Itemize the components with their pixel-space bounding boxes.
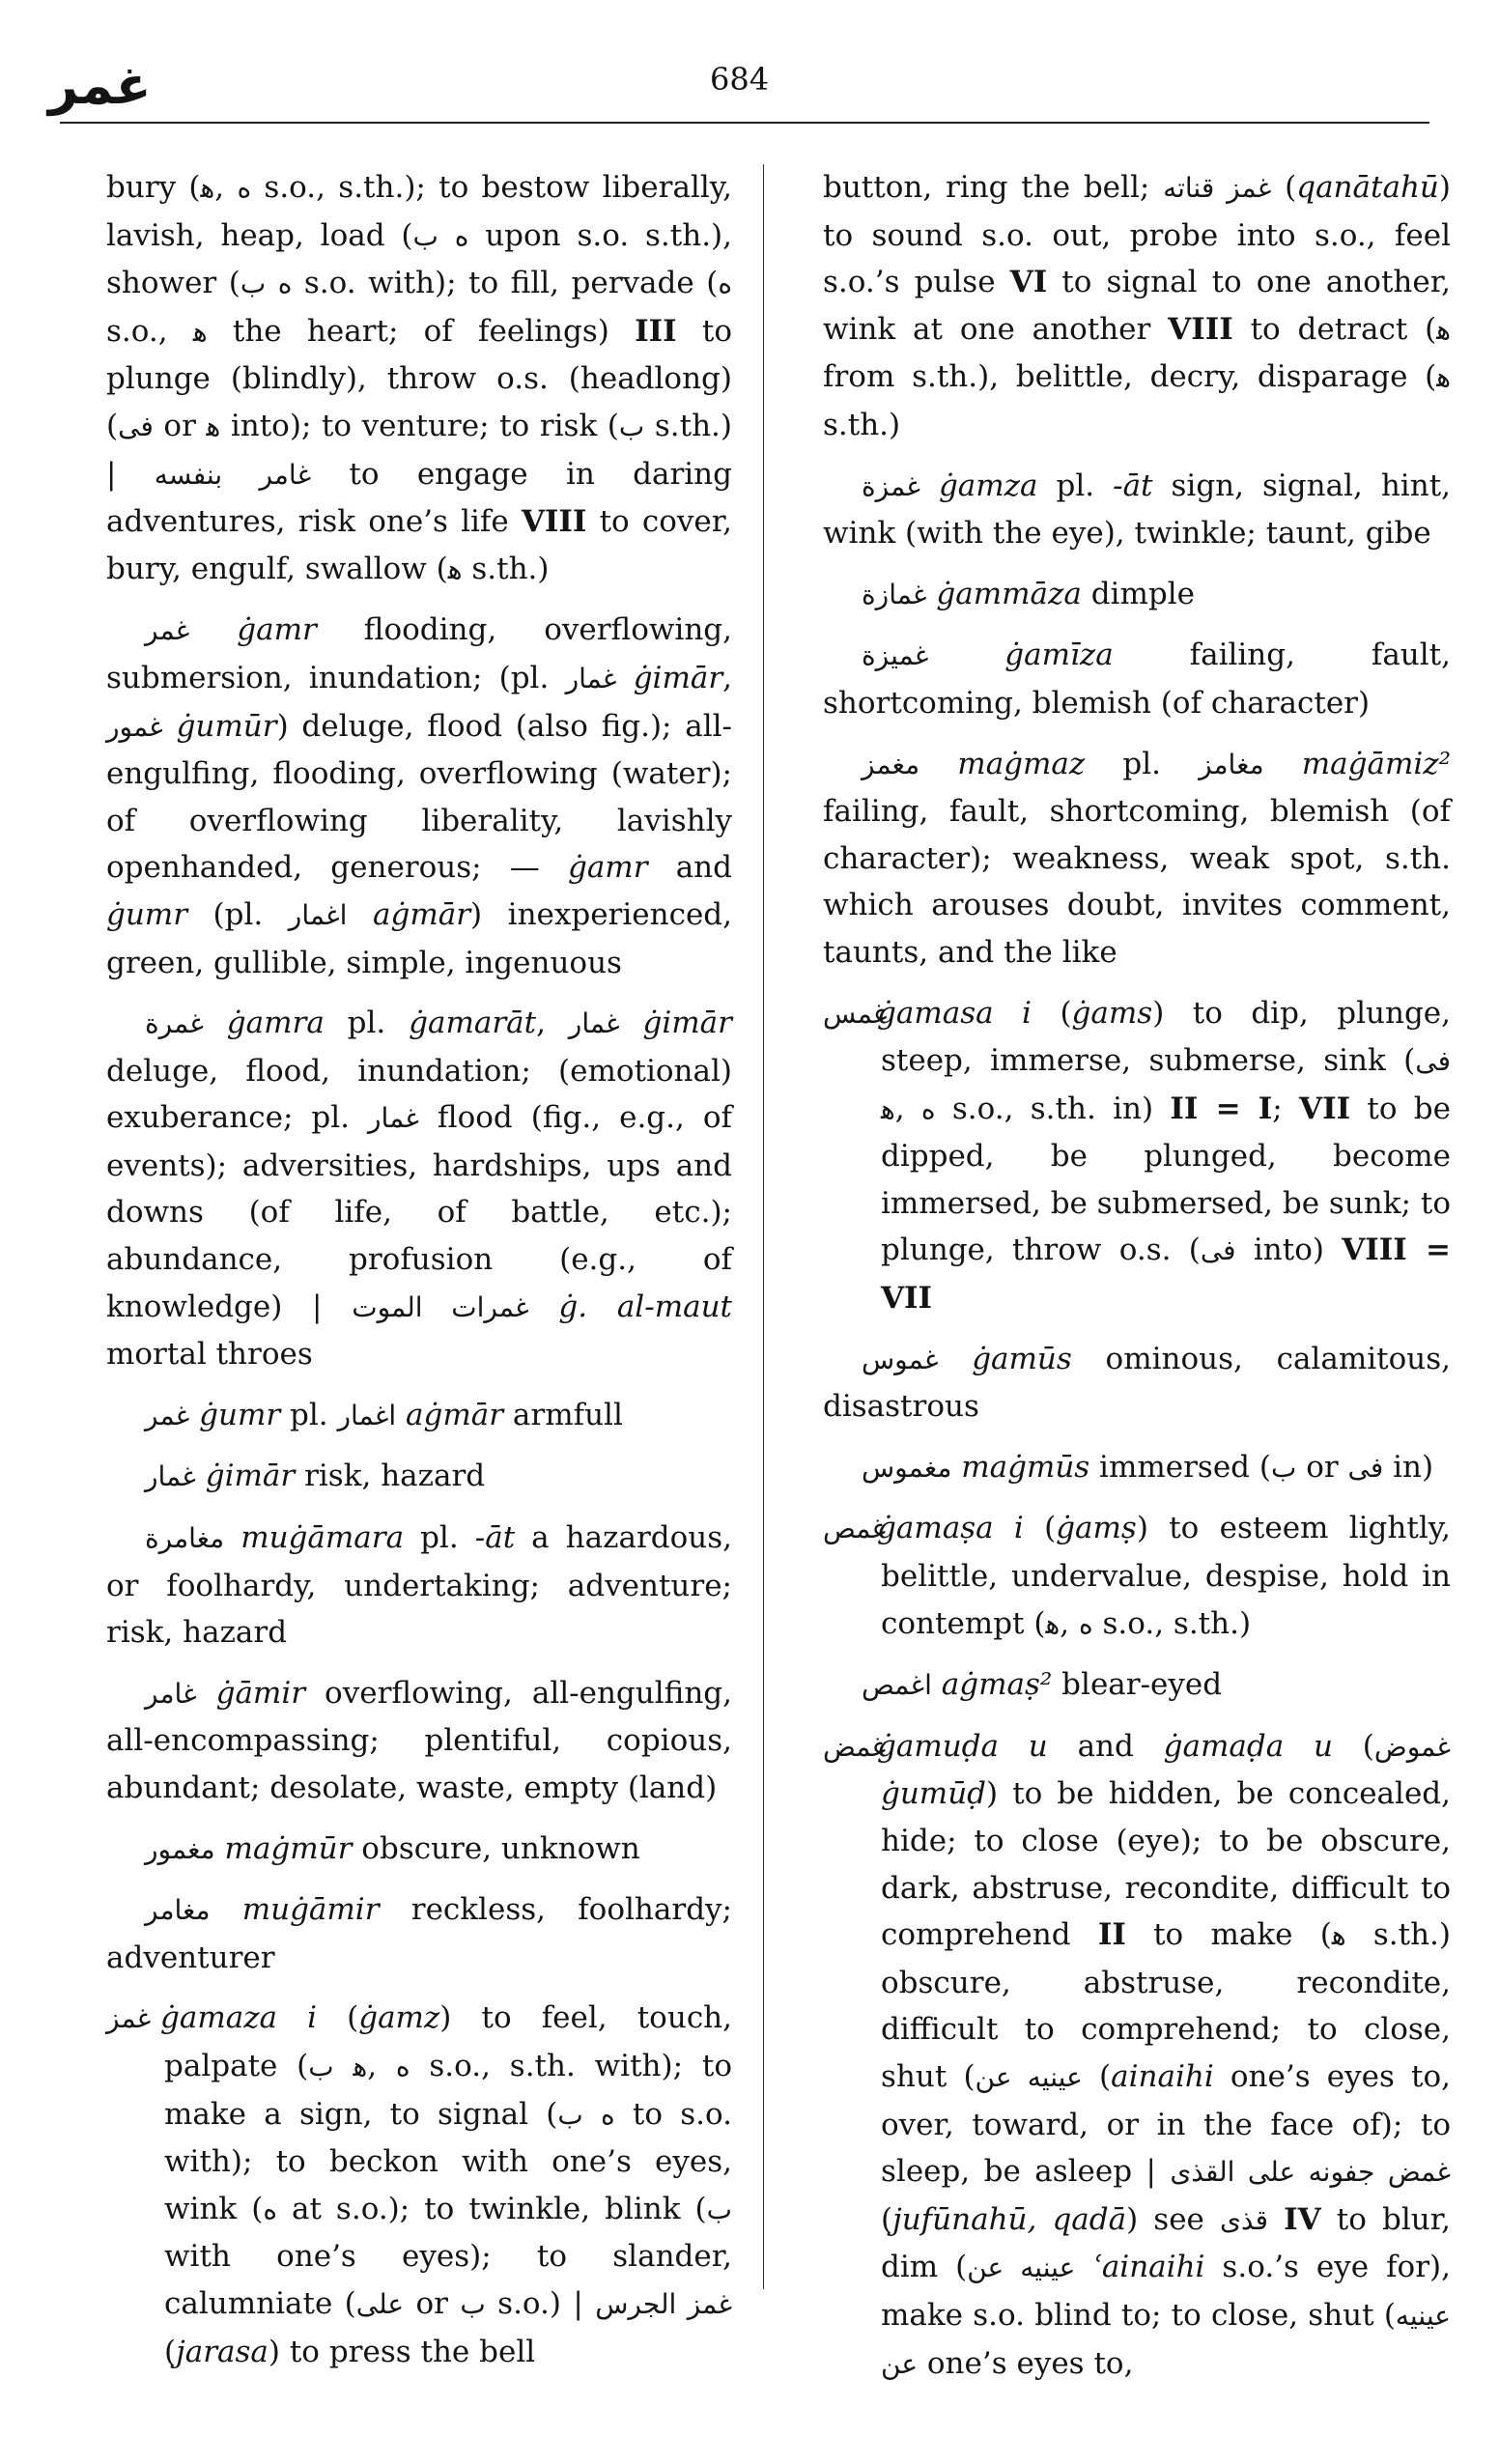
dictionary-subentry bbox=[106, 1826, 732, 1874]
definition-text: ) deluge, flood (also fig.); all-engulfing, flooding, overflowing (water); of overflowing liberality, lavishly openhanded, generous; — bbox=[106, 708, 732, 886]
definition-text bbox=[334, 2049, 354, 2083]
catchword: غمر bbox=[48, 55, 152, 116]
arabic-text: غمار bbox=[145, 1460, 196, 1493]
transliteration: ġamr bbox=[237, 612, 317, 648]
definition-text bbox=[189, 1398, 199, 1432]
definition-text: sign, signal, hint, wink (with the eye), twinkle; taunt, gibe bbox=[823, 467, 1452, 552]
verb-form-numeral: VIII = VII bbox=[881, 1232, 1451, 1317]
transliteration: jufūnahū, qadā bbox=[892, 2201, 1127, 2237]
transliteration: maġāmiz² bbox=[1301, 746, 1452, 781]
definition-text: overflowing, all-engulfing, all-encompassing; plentiful, copious, abundant; desolate, waste, empty (land) bbox=[106, 1675, 732, 1805]
definition-text: flood (fig., e.g., of events); adversities, hardships, ups and downs (of life, of battle, etc.); abundance, profusion (e.g., of knowledge) | bbox=[106, 1100, 732, 1324]
definition-text bbox=[197, 1676, 216, 1711]
definition-text bbox=[215, 1831, 225, 1866]
transliteration: maġmūr bbox=[224, 1830, 353, 1866]
definition-text: ( bbox=[1332, 1728, 1374, 1764]
arabic-text: غمازة bbox=[862, 578, 927, 610]
definition-text: to blur, dim ( bbox=[881, 2201, 1451, 2285]
transliteration: aġmār bbox=[373, 896, 471, 932]
arabic-text: غمور bbox=[106, 710, 163, 743]
arabic-text: مغموس bbox=[862, 1451, 952, 1484]
definition-text: armfull bbox=[503, 1397, 623, 1432]
arabic-text: ﻫ bbox=[881, 1092, 895, 1125]
transliteration: ainaihi bbox=[1111, 2058, 1214, 2094]
definition-text: s.o., s.th.) bbox=[1092, 1605, 1252, 1641]
arabic-text: ﻫ bbox=[206, 410, 221, 442]
definition-text: ) to press the bell bbox=[268, 2334, 536, 2369]
verb-form-numeral: IV bbox=[1284, 2201, 1321, 2237]
arabic-text: ه bbox=[600, 2098, 615, 2131]
transliteration: ġimār bbox=[642, 1005, 732, 1041]
definition-text: s.th.) obscure, abstruse, recondite, difficult to comprehend; to close, shut ( bbox=[881, 1917, 1451, 2094]
arabic-text: غمار bbox=[565, 662, 617, 694]
definition-text: to cover, bury, engulf, swallow ( bbox=[106, 504, 732, 586]
arabic-text: غمر bbox=[145, 1399, 190, 1431]
arabic-text: غامر bbox=[145, 1677, 197, 1710]
transliteration: ġamuḍa u bbox=[877, 1728, 1048, 1764]
definition-text: ) to sound s.o. out, probe into s.o., feel s.o.’s pulse bbox=[823, 170, 1451, 300]
definition-text: ( bbox=[1082, 2058, 1112, 2094]
transliteration: ġamīza bbox=[1004, 637, 1114, 673]
definition-text bbox=[347, 897, 373, 932]
definition-text: , bbox=[367, 2048, 396, 2083]
definition-text bbox=[951, 1450, 961, 1485]
definition-text bbox=[163, 709, 177, 744]
definition-text: with one’s eyes); to slander, calumniate ( bbox=[164, 2239, 732, 2321]
definition-text: ( bbox=[317, 2000, 359, 2036]
definition-text: pl. bbox=[324, 1005, 410, 1041]
header-rule bbox=[60, 122, 1429, 124]
transliteration: maġmūs bbox=[961, 1449, 1090, 1485]
definition-text: to detract ( bbox=[1232, 311, 1437, 347]
transliteration: muġāmara bbox=[240, 1520, 405, 1556]
dictionary-subentry bbox=[823, 632, 1451, 726]
transliteration: ġ. al-maut bbox=[558, 1289, 732, 1324]
transliteration: ġamza bbox=[938, 467, 1038, 503]
entry-continuation bbox=[106, 164, 732, 593]
transliteration: ġamasa i bbox=[877, 995, 1032, 1031]
definition-text: flooding, overflowing, submersion, inundation; (pl. bbox=[106, 612, 732, 695]
verb-form-numeral: VIII bbox=[1168, 311, 1233, 347]
definition-text bbox=[616, 661, 633, 695]
definition-text: pl. bbox=[280, 1397, 338, 1432]
transliteration: -āt bbox=[1113, 467, 1153, 503]
definition-text: s.o., s.th. with); to make a sign, to signal ( bbox=[164, 2048, 732, 2132]
definition-text: or bbox=[153, 408, 207, 443]
arabic-text: ب bbox=[240, 268, 267, 300]
definition-text: s.o., s.th. in) bbox=[935, 1090, 1171, 1126]
arabic-text: ه bbox=[263, 2193, 277, 2225]
arabic-text: اغمص bbox=[862, 1669, 932, 1702]
arabic-text: مغمور bbox=[145, 1832, 215, 1865]
dictionary-subentry bbox=[823, 1336, 1451, 1430]
transliteration: ġimār bbox=[205, 1459, 296, 1494]
dictionary-subentry bbox=[823, 463, 1451, 557]
arabic-text: مغامز bbox=[1199, 748, 1264, 780]
definition-text: ) to feel, touch, palpate ( bbox=[164, 2000, 732, 2083]
definition-text: s.o. with); to fill, pervade ( bbox=[292, 266, 719, 301]
definition-text bbox=[266, 266, 278, 300]
root-headword: غمض bbox=[823, 1730, 887, 1763]
arabic-text: ه bbox=[395, 2050, 410, 2082]
definition-text: s.o., bbox=[106, 313, 193, 349]
definition-text: , bbox=[536, 1005, 569, 1041]
arabic-text: ﻓﻰ bbox=[1415, 1045, 1451, 1078]
verb-form-numeral: III bbox=[635, 313, 677, 349]
arabic-text: غمرات الموت bbox=[352, 1290, 529, 1323]
transliteration: ġamṣ bbox=[1056, 1511, 1137, 1546]
arabic-text: ب bbox=[412, 219, 438, 252]
definition-text bbox=[189, 612, 237, 647]
definition-text: upon s.o. s.th.), shower ( bbox=[106, 217, 732, 301]
arabic-text: ﻓﻰ bbox=[118, 410, 154, 442]
definition-text: ) inexperienced, green, gullible, simple, ingenuous bbox=[106, 896, 732, 980]
definition-text: ) see bbox=[1126, 2201, 1221, 2237]
column-divider bbox=[763, 164, 764, 2289]
verb-form-numeral: VII bbox=[1299, 1090, 1351, 1126]
definition-text bbox=[204, 1005, 227, 1040]
definition-text: to engage in daring adventures, risk one’s life bbox=[106, 456, 732, 540]
definition-text: immersed ( bbox=[1089, 1449, 1271, 1485]
transliteration: ġimār bbox=[633, 660, 723, 695]
arabic-text: عينيه عن bbox=[975, 2060, 1083, 2093]
transliteration: ġumūr bbox=[176, 708, 277, 744]
definition-text: to s.o. with); to beckon with one’s eyes, wink ( bbox=[164, 2096, 732, 2226]
definition-text: , bbox=[214, 170, 238, 205]
definition-text bbox=[583, 2097, 601, 2132]
transliteration: ġumr bbox=[199, 1397, 281, 1432]
definition-text: blear-eyed bbox=[1052, 1667, 1223, 1703]
definition-text: ; bbox=[1272, 1090, 1300, 1126]
definition-text: to make ( bbox=[1125, 1917, 1332, 1953]
definition-text: ( bbox=[1271, 170, 1297, 205]
dictionary-subentry bbox=[106, 1392, 732, 1440]
transliteration: ġammāza bbox=[936, 576, 1082, 611]
arabic-text: ب bbox=[1270, 1451, 1297, 1484]
definition-text: failing, fault, shortcoming, blemish (of character) bbox=[823, 637, 1451, 721]
transliteration: ġams bbox=[1071, 995, 1153, 1031]
transliteration: ġamaḍa u bbox=[1163, 1728, 1333, 1764]
dictionary-entry bbox=[823, 1505, 1451, 1648]
definition-text: pl. bbox=[1085, 746, 1200, 781]
definition-text: into); to venture; to risk ( bbox=[220, 408, 619, 443]
definition-text bbox=[1264, 747, 1302, 781]
definition-text: to signal to one another, wink at one another bbox=[823, 265, 1451, 347]
transliteration: ġumūḍ bbox=[881, 1776, 987, 1812]
arabic-text: على bbox=[355, 2287, 405, 2320]
definition-text: or bbox=[404, 2285, 461, 2321]
transliteration: ʿainaihi bbox=[1092, 2250, 1205, 2285]
definition-text: ( bbox=[1031, 995, 1072, 1031]
arabic-text: مغامر bbox=[145, 1894, 211, 1927]
arabic-text: مغامرة bbox=[145, 1522, 225, 1555]
definition-text: ominous, calamitous, disastrous bbox=[823, 1341, 1451, 1425]
verb-form-numeral: VI bbox=[1009, 265, 1048, 300]
definition-text: s.o.’s eye for), make s.o. blind to; to close, shut ( bbox=[881, 2250, 1451, 2333]
arabic-text: ه bbox=[718, 268, 733, 300]
definition-text bbox=[196, 1459, 206, 1493]
arabic-text: غموس bbox=[862, 1343, 939, 1375]
verb-form-numeral: II bbox=[1097, 1917, 1126, 1953]
definition-text: s.o.) | bbox=[485, 2285, 596, 2321]
transliteration: ġamz bbox=[358, 2000, 440, 2036]
definition-text: risk, hazard bbox=[295, 1459, 486, 1494]
dictionary-subentry bbox=[106, 607, 732, 986]
transliteration: ġāmir bbox=[215, 1675, 306, 1711]
definition-text bbox=[224, 1520, 240, 1555]
entry-continuation bbox=[823, 164, 1451, 449]
page-number: 684 bbox=[710, 61, 770, 98]
arabic-text: ﻫ bbox=[447, 552, 463, 585]
arabic-text: قذى bbox=[1220, 2203, 1269, 2236]
right-column bbox=[823, 164, 1451, 2401]
arabic-text: ب bbox=[308, 2050, 334, 2082]
transliteration: ġamūs bbox=[972, 1341, 1072, 1376]
definition-text bbox=[920, 468, 939, 503]
transliteration: ġamaza i bbox=[160, 2000, 318, 2036]
definition-text: at s.o.); to twinkle, blink ( bbox=[276, 2191, 707, 2226]
definition-text: and bbox=[1047, 1728, 1164, 1764]
transliteration: ġamarāt bbox=[409, 1005, 537, 1041]
page-header bbox=[0, 0, 1499, 126]
arabic-text: ﻫ bbox=[1331, 1919, 1346, 1952]
arabic-text: ﻫ bbox=[192, 315, 208, 348]
transliteration: -āt bbox=[474, 1520, 516, 1556]
definition-text: s.o., s.th.); to bestow liberally, lavish, heap, load ( bbox=[106, 170, 733, 253]
arabic-text: ه bbox=[1078, 1607, 1093, 1640]
arabic-text: ب bbox=[706, 2193, 733, 2225]
definition-text: mortal throes bbox=[106, 1337, 313, 1373]
definition-text bbox=[928, 637, 1004, 672]
definition-text: s.th.) bbox=[462, 551, 550, 586]
arabic-text: اغمار bbox=[288, 898, 348, 931]
definition-text bbox=[932, 1667, 942, 1702]
definition-text: pl. bbox=[404, 1520, 475, 1556]
definition-text: obscure, unknown bbox=[352, 1830, 640, 1866]
arabic-text: ه bbox=[277, 268, 293, 300]
definition-text: ( bbox=[881, 2201, 893, 2237]
verb-form-numeral: VIII bbox=[521, 504, 587, 540]
definition-text bbox=[438, 218, 455, 253]
dictionary-subentry bbox=[106, 1670, 732, 1812]
definition-text bbox=[210, 1892, 241, 1927]
transliteration: muġāmir bbox=[241, 1892, 380, 1928]
definition-text: pl. bbox=[1037, 467, 1114, 503]
definition-text: , bbox=[722, 660, 733, 695]
definition-text: ) to dip, plunge, steep, immerse, submerse, sink ( bbox=[881, 995, 1451, 1079]
definition-text bbox=[1075, 2250, 1092, 2284]
dictionary-subentry bbox=[106, 1886, 732, 1981]
arabic-text: غمر bbox=[145, 614, 190, 647]
definition-text bbox=[938, 1342, 972, 1376]
arabic-text: غامر بنفسه bbox=[154, 458, 312, 491]
definition-text: , bbox=[894, 1090, 921, 1126]
arabic-text: ﻫ bbox=[1045, 1607, 1061, 1640]
left-column bbox=[106, 164, 732, 2389]
dictionary-entry bbox=[823, 990, 1451, 1322]
transliteration: ġamra bbox=[226, 1005, 325, 1041]
definition-text: to plunge (blindly), throw o.s. (headlong) ( bbox=[106, 313, 732, 443]
dictionary-subentry bbox=[106, 1515, 732, 1657]
arabic-text: ﻫ bbox=[353, 2050, 368, 2082]
definition-text: from s.th.), belittle, decry, disparage ( bbox=[823, 359, 1437, 395]
dictionary-subentry bbox=[823, 741, 1451, 977]
arabic-text: عينيه عن bbox=[967, 2252, 1076, 2284]
definition-text bbox=[919, 747, 957, 781]
definition-text: one’s eyes to, bbox=[918, 2345, 1134, 2381]
transliteration: jarasa bbox=[176, 2334, 269, 2369]
definition-text: or bbox=[1296, 1449, 1348, 1485]
transliteration: maġmaz bbox=[957, 746, 1086, 781]
arabic-text: ه bbox=[454, 219, 469, 252]
definition-text: to be dipped, be plunged, become immersed, be submersed, be sunk; to plunge, throw o.s. ( bbox=[881, 1090, 1451, 1268]
root-headword: غمص bbox=[823, 1513, 887, 1545]
arabic-text: ﻫ bbox=[1436, 313, 1451, 346]
transliteration: aġmaṣ² bbox=[941, 1667, 1053, 1703]
arabic-text: غمز قناته bbox=[1163, 172, 1272, 204]
definition-text bbox=[620, 1005, 643, 1040]
definition-text: (pl. bbox=[187, 896, 289, 932]
arabic-text: اغمار bbox=[337, 1399, 397, 1431]
arabic-text: غمرة bbox=[145, 1007, 204, 1040]
arabic-text: ب bbox=[557, 2098, 583, 2131]
definition-text: ) to esteem lightly, belittle, undervalue, despise, hold in contempt ( bbox=[881, 1511, 1451, 1641]
definition-text: , bbox=[1060, 1605, 1079, 1641]
root-headword: غمز bbox=[106, 2002, 152, 2035]
definition-text: failing, fault, shortcoming, blemish (of character); weakness, weak spot, s.th. which arouses doubt, invites comment, taunts, and the like bbox=[823, 794, 1451, 970]
dictionary-subentry bbox=[823, 1444, 1451, 1492]
definition-text: into) bbox=[1235, 1232, 1343, 1268]
transliteration: ġamr bbox=[567, 850, 648, 886]
arabic-text: ﻓﻰ bbox=[1347, 1451, 1384, 1484]
definition-text: s.th.) | bbox=[106, 408, 732, 492]
arabic-text: غمزة bbox=[862, 469, 920, 502]
arabic-text: عينيه عن bbox=[881, 2299, 1451, 2380]
arabic-text: ه bbox=[920, 1092, 936, 1125]
transliteration: ġumr bbox=[106, 896, 188, 932]
definition-text bbox=[396, 1398, 406, 1432]
arabic-text: ﻫ bbox=[1436, 361, 1451, 394]
root-headword: غمس bbox=[823, 997, 888, 1030]
arabic-text: غمار bbox=[368, 1102, 419, 1135]
definition-text: the heart; of feelings) bbox=[207, 313, 636, 349]
dictionary-subentry bbox=[823, 571, 1451, 619]
definition-text: and bbox=[647, 850, 732, 886]
verb-form-numeral: II = I bbox=[1170, 1090, 1273, 1126]
definition-text: ( bbox=[1023, 1511, 1057, 1546]
arabic-text: ب bbox=[460, 2287, 486, 2320]
definition-text: one’s eyes to, over, toward, or in the face of); to sleep, be asleep | bbox=[881, 2058, 1452, 2190]
definition-text: reckless, foolhardy; adventurer bbox=[106, 1892, 732, 1975]
dictionary-entry bbox=[823, 1723, 1451, 2388]
dictionary-subentry bbox=[106, 1453, 732, 1501]
definition-text: a hazardous, or foolhardy, undertaking; adventure; risk, hazard bbox=[106, 1520, 733, 1651]
arabic-text: غمز الجرس bbox=[595, 2287, 732, 2320]
definition-text: dimple bbox=[1081, 576, 1195, 611]
transliteration: aġmār bbox=[406, 1397, 504, 1432]
definition-text: bury ( bbox=[106, 170, 201, 205]
transliteration: qanātahū bbox=[1296, 170, 1439, 205]
arabic-text: ﻓﻰ bbox=[1200, 1234, 1236, 1267]
definition-text: in) bbox=[1383, 1449, 1434, 1485]
definition-text: ( bbox=[164, 2334, 177, 2369]
definition-text: ) to be hidden, be concealed, hide; to close (eye); to be obscure, dark, abstruse, recondite, difficult to comprehend bbox=[881, 1776, 1451, 1953]
arabic-text: ﻫ bbox=[200, 172, 215, 204]
dictionary-subentry bbox=[106, 1000, 732, 1378]
definition-text: button, ring the bell; bbox=[823, 170, 1164, 205]
transliteration: ġamaṣa i bbox=[877, 1511, 1024, 1546]
arabic-text: غموض bbox=[1373, 1730, 1451, 1763]
definition-text bbox=[529, 1289, 559, 1324]
definition-text bbox=[1268, 2202, 1284, 2237]
dictionary-entry bbox=[106, 1995, 732, 2375]
arabic-text: غمار bbox=[568, 1007, 620, 1040]
arabic-text: غمض جفونه على القذى bbox=[1170, 2156, 1451, 2189]
dictionary-subentry bbox=[823, 1661, 1451, 1710]
arabic-text: غميزة bbox=[862, 639, 929, 672]
definition-text: deluge, flood, inundation; (emotional) exuberance; pl. bbox=[106, 1053, 732, 1136]
arabic-text: ب bbox=[618, 410, 645, 442]
arabic-text: مغمز bbox=[862, 748, 920, 780]
definition-text bbox=[927, 577, 937, 611]
definition-text: s.th.) bbox=[823, 407, 901, 442]
arabic-text: ه bbox=[237, 172, 252, 204]
